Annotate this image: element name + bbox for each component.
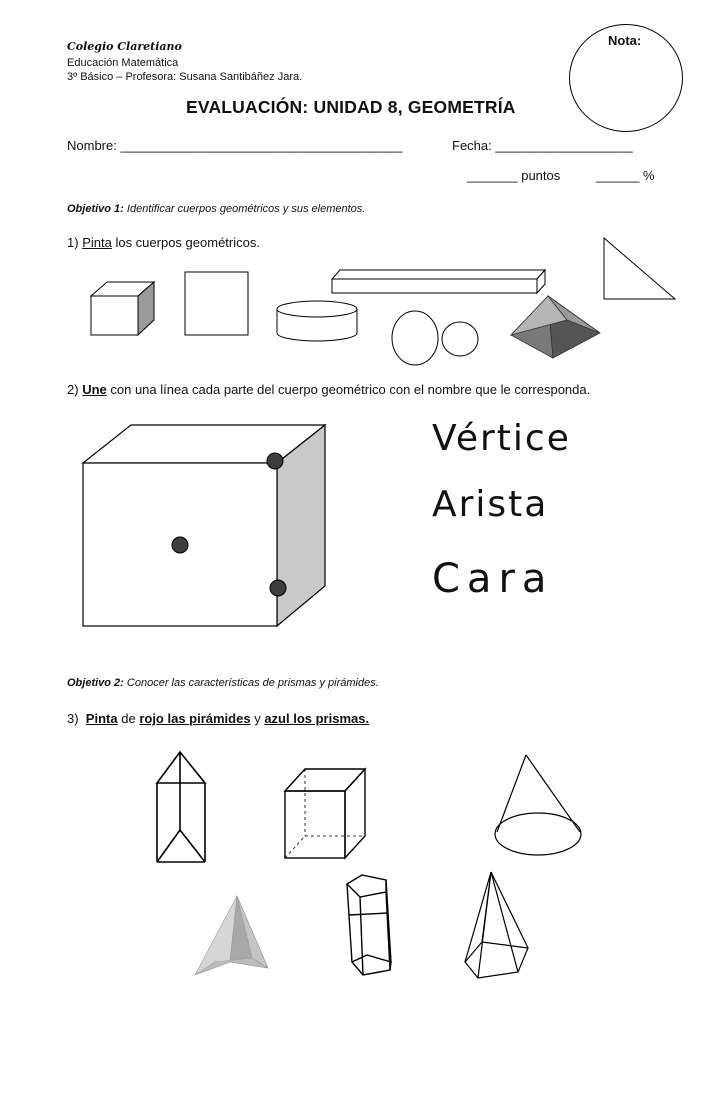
q3-de: de (121, 711, 136, 726)
objective-2-label: Objetivo 2: (67, 677, 124, 689)
q1-verb: Pinta (82, 235, 112, 250)
triangular-prism-drawing[interactable] (157, 752, 205, 862)
name-field[interactable]: Nombre: _______________________________________ (67, 138, 403, 153)
word-vertex[interactable]: Vértice (432, 418, 571, 459)
word-edge[interactable]: Arista (432, 484, 549, 525)
word-face[interactable]: Cara (432, 556, 554, 602)
q2-number: 2) (67, 382, 79, 397)
cone-drawing[interactable] (495, 755, 581, 855)
q3-red-text: rojo las pirámides (139, 711, 251, 726)
objective-2-text: Conocer las características de prismas y pirámides. (126, 677, 379, 689)
q1-number: 1) (67, 235, 79, 250)
q3-y: y (254, 711, 261, 726)
points-field[interactable]: _______ puntos (467, 168, 561, 183)
date-field[interactable]: Fecha: ___________________ (452, 138, 633, 153)
grade-label: Nota: (608, 33, 642, 48)
square-pyramid-drawing[interactable] (195, 896, 268, 975)
q3-number: 3) (67, 711, 79, 726)
subject-line: Educación Matemática (67, 57, 179, 69)
q3-verb: Pinta (85, 711, 118, 726)
objective-1-label: Objetivo 1: (67, 203, 124, 215)
pentagonal-prism-drawing[interactable] (347, 875, 391, 975)
percent-field[interactable]: ______ % (596, 168, 655, 183)
q2-text: con una línea cada parte del cuerpo geométrico con el nombre que le corresponda. (110, 382, 591, 397)
page-title: EVALUACIÓN: UNIDAD 8, GEOMETRÍA (186, 97, 516, 117)
q1-text: los cuerpos geométricos. (115, 235, 260, 250)
pentagonal-pyramid-drawing[interactable] (465, 872, 528, 978)
cube-drawing[interactable] (285, 769, 365, 858)
objective-1-text: Identificar cuerpos geométricos y sus elementos. (126, 203, 366, 215)
q2-verb: Une (82, 382, 107, 397)
course-line: 3º Básico – Profesora: Susana Santibáñez Jara. (67, 71, 303, 83)
q3-blue-text: azul los prismas. (264, 711, 370, 726)
school-name: Colegio Claretiano (67, 40, 182, 53)
